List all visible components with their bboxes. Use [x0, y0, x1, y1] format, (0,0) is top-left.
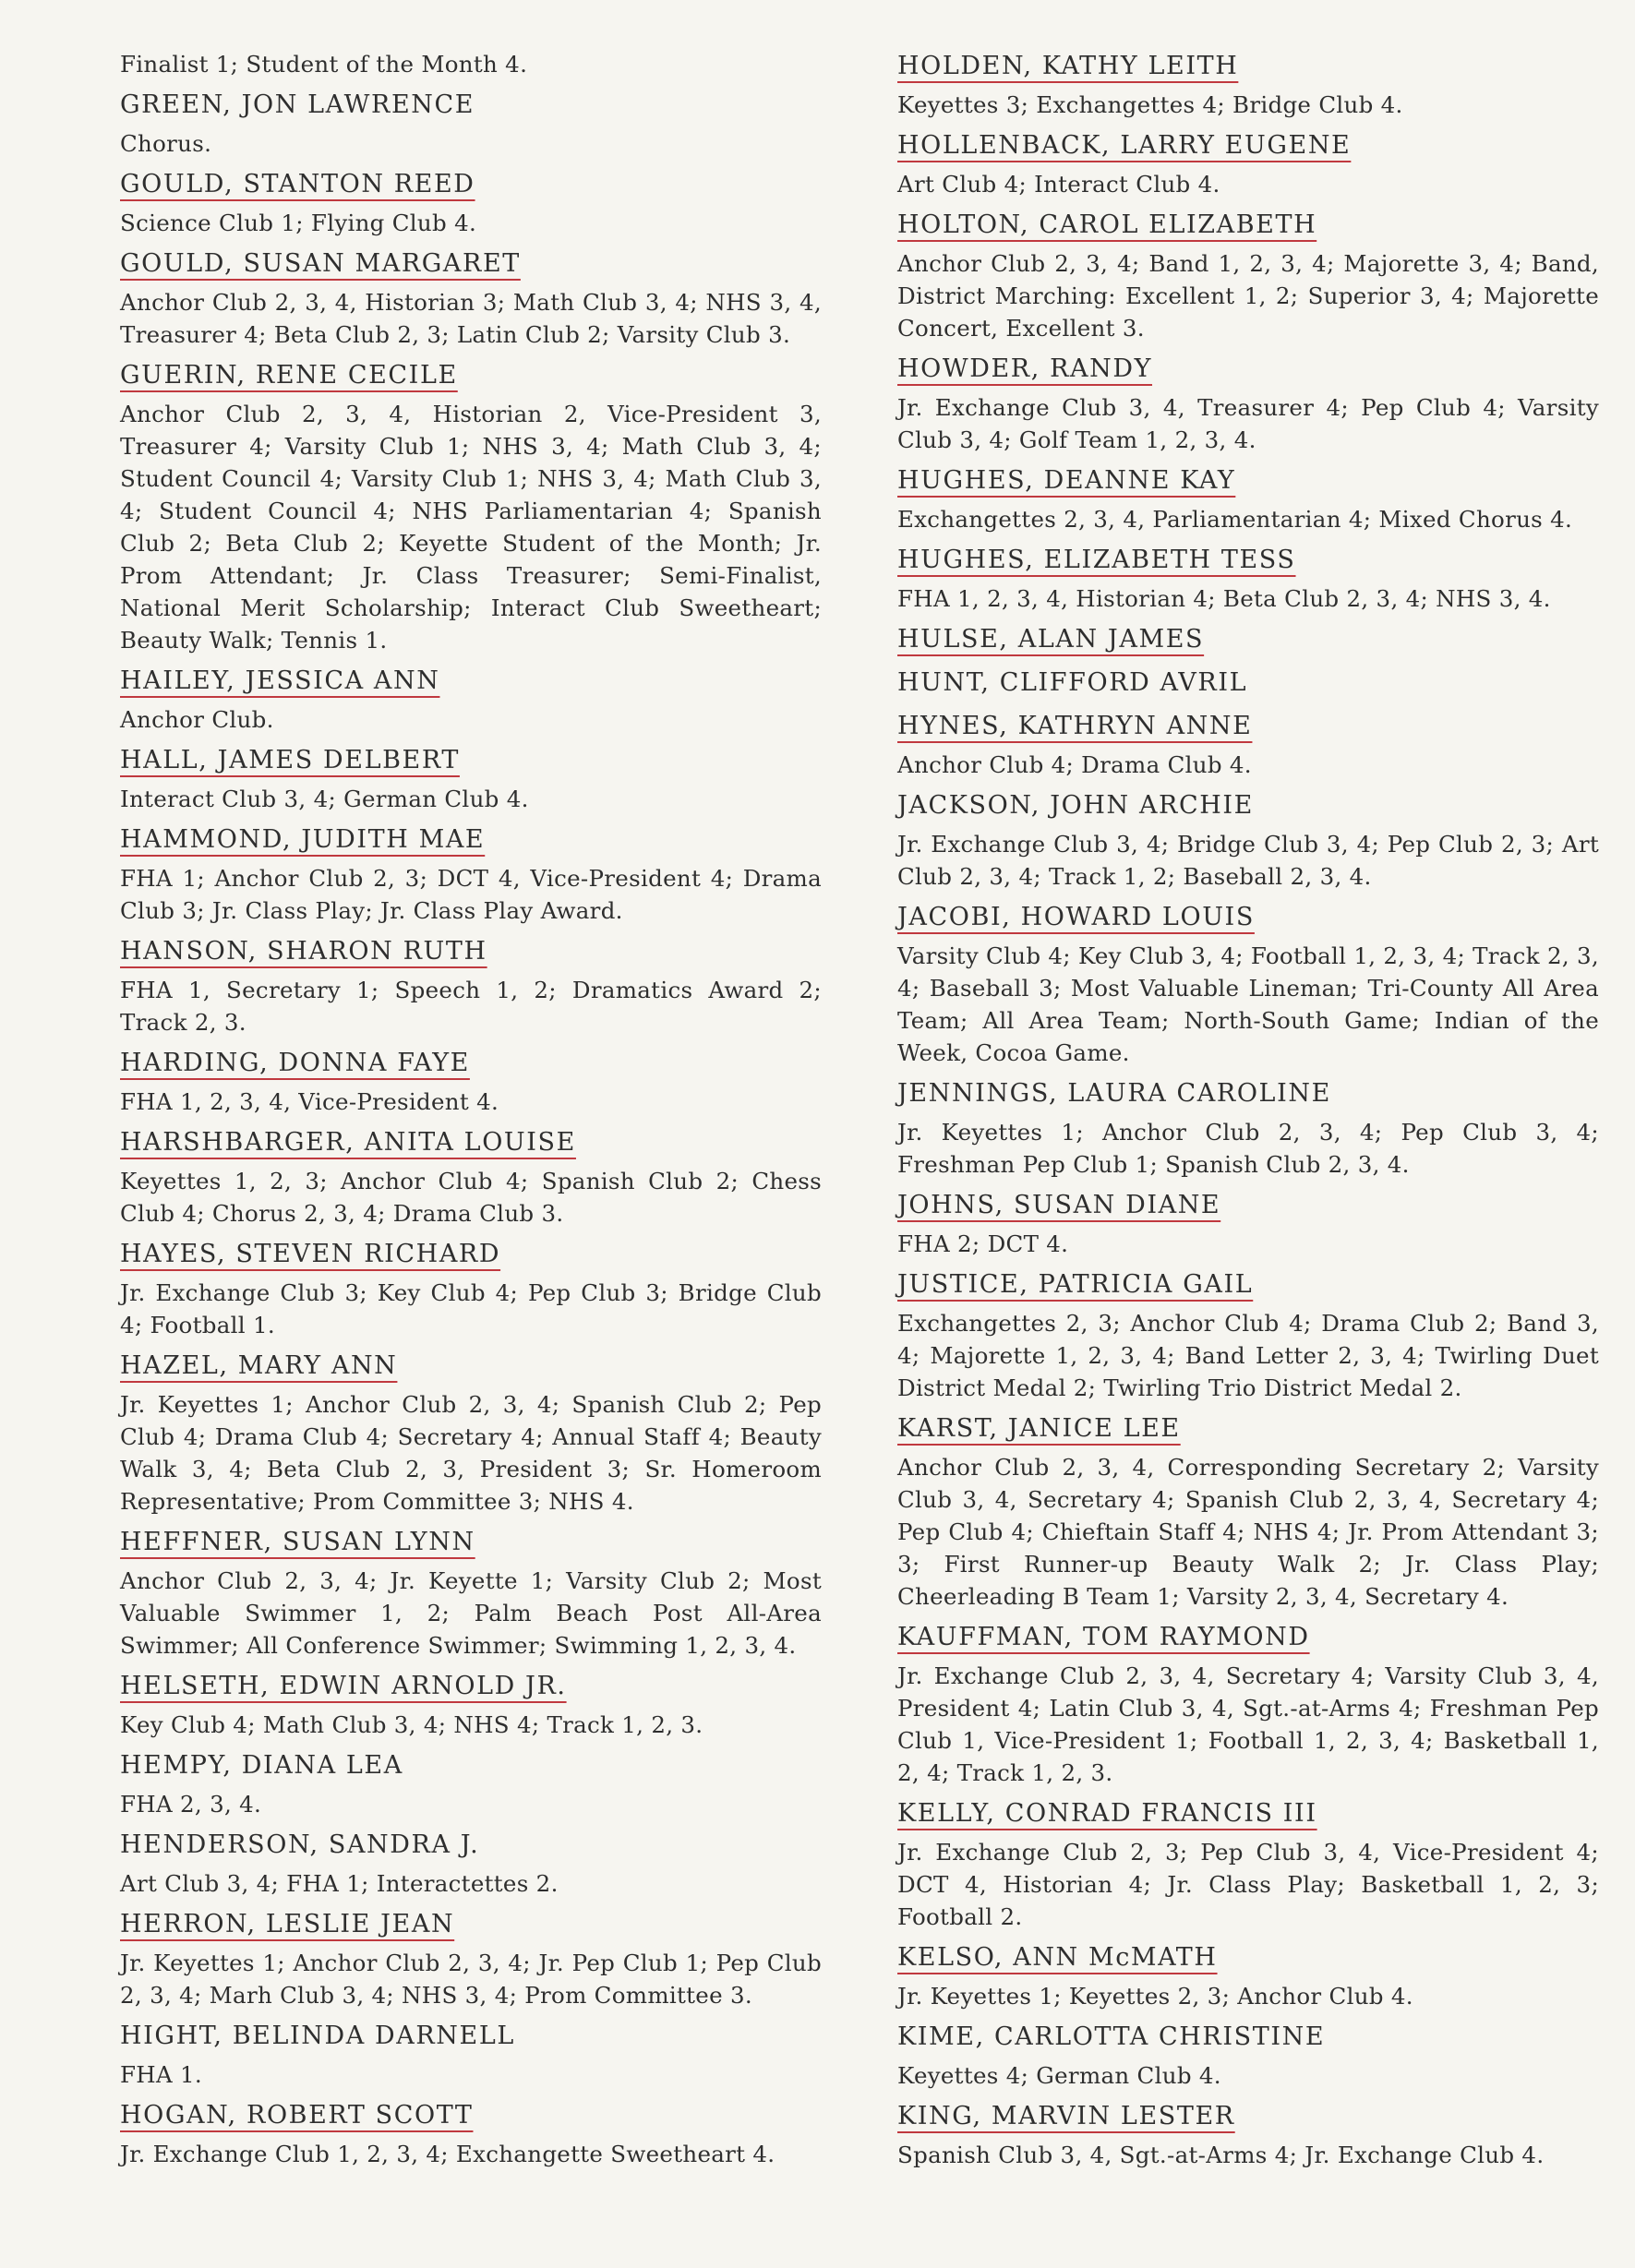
student-activities: Keyettes 3; Exchangettes 4; Bridge Club 4.: [897, 91, 1403, 118]
senior-entry: [120, 1524, 822, 1662]
student-name: JACOBI, HOWARD LOUIS: [897, 903, 1255, 931]
student-name: HOLLENBACK, LARRY EUGENE: [897, 131, 1352, 160]
student-activities: Jr. Exchange Club 3; Key Club 4; Pep Club 3; Bridge Club 4; Football 1.: [120, 1279, 822, 1338]
student-activities: Spanish Club 3, 4, Sgt.-at-Arms 4; Jr. Exchange Club 4.: [897, 2142, 1545, 2168]
student-name: HUGHES, ELIZABETH TESS: [897, 546, 1296, 574]
left-column: [120, 48, 822, 2177]
student-activities: FHA 2; DCT 4.: [897, 1230, 1069, 1257]
senior-entry: [897, 127, 1599, 200]
student-activities: Anchor Club 2, 3, 4, Historian 2, Vice-President 3, Treasurer 4; Varsity Club 1; NHS 3, 4; Math Club 3, 4; Student Council 4; Varsity Club 1; NHS 3, 4; Math Club 3, 4; Student Council 4; NHS Parliamentarian 4; Spanish Club 2; Beta Club 2; Keyette Student of the Month; Jr. Prom Attendant; Jr. Class Treasurer; Semi-Finalist, National Merit Scholarship; Interact Club Sweetheart; Beauty Walk; Tennis 1.: [120, 401, 822, 654]
student-name: HOGAN, ROBERT SCOTT: [120, 2101, 474, 2130]
senior-entry: [897, 787, 1599, 893]
student-activities: FHA 1, 2, 3, 4, Historian 4; Beta Club 2, 3, 4; NHS 3, 4.: [897, 585, 1551, 612]
senior-entry: [120, 1348, 822, 1518]
student-activities: Jr. Exchange Club 3, 4, Treasurer 4; Pep Club 4; Varsity Club 3, 4; Golf Team 1, 2, 3, 4.: [897, 394, 1599, 453]
student-activities: FHA 1; Anchor Club 2, 3; DCT 4, Vice-President 4; Drama Club 3; Jr. Class Play; Jr. Class Play Award.: [120, 865, 822, 924]
senior-entry: [897, 462, 1599, 535]
student-activities: Exchangettes 2, 3; Anchor Club 4; Drama Club 2; Band 3, 4; Majorette 1, 2, 3, 4; Band Letter 2, 3, 4; Twirling Duet District Medal 2; Twirling Trio District Medal 2.: [897, 1310, 1599, 1401]
student-activities: FHA 1.: [120, 2061, 203, 2088]
student-name: GUERIN, RENE CECILE: [120, 361, 458, 390]
student-name: KELSO, ANN McMATH: [897, 1943, 1218, 1972]
senior-entry: [120, 1747, 822, 1820]
student-name: HUGHES, DEANNE KAY: [897, 466, 1236, 495]
student-activities: Art Club 3, 4; FHA 1; Interactettes 2.: [120, 1870, 559, 1897]
student-name: HELSETH, EDWIN ARNOLD JR.: [120, 1672, 567, 1700]
student-activities: Key Club 4; Math Club 3, 4; NHS 4; Track 1, 2, 3.: [120, 1711, 703, 1738]
student-name: GOULD, STANTON REED: [120, 170, 475, 198]
senior-entry: [120, 1827, 822, 1900]
senior-entry: [897, 1410, 1599, 1613]
student-name: HAILEY, JESSICA ANN: [120, 666, 440, 695]
senior-entry: [897, 899, 1599, 1069]
student-activities: Jr. Exchange Club 3, 4; Bridge Club 3, 4; Pep Club 2, 3; Art Club 2, 3, 4; Track 1, 2; Baseball 2, 3, 4.: [897, 831, 1599, 890]
student-activities: Keyettes 4; German Club 4.: [897, 2062, 1221, 2089]
senior-entry: [897, 542, 1599, 615]
student-name: HIGHT, BELINDA DARNELL: [120, 2022, 515, 2050]
student-name: HULSE, ALAN JAMES: [897, 625, 1205, 654]
right-column: [897, 48, 1599, 2178]
student-name: HENDERSON, SANDRA J.: [120, 1830, 480, 1859]
senior-entry: [897, 1795, 1599, 1933]
senior-entry: [120, 166, 822, 239]
student-name: JENNINGS, LAURA CAROLINE: [897, 1079, 1331, 1108]
student-name: HEFFNER, SUSAN LYNN: [120, 1528, 475, 1556]
student-activities: Anchor Club 2, 3, 4; Band 1, 2, 3, 4; Majorette 3, 4; Band, District Marching: Excellent 1, 2; Superior 3, 4; Majorette Concert, Excellent 3.: [897, 250, 1599, 342]
senior-entry: [897, 207, 1599, 344]
student-activities: Jr. Exchange Club 2, 3; Pep Club 3, 4, Vice-President 4; DCT 4, Historian 4; Jr. Class Play; Basketball 1, 2, 3; Football 2.: [897, 1839, 1599, 1930]
senior-entry: [897, 2019, 1599, 2092]
student-name: GOULD, SUSAN MARGARET: [120, 249, 521, 278]
student-activities: Anchor Club 2, 3, 4, Historian 3; Math Club 3, 4; NHS 3, 4, Treasurer 4; Beta Club 2, 3; Latin Club 2; Varsity Club 3.: [120, 289, 822, 348]
senior-entry: [120, 1045, 822, 1118]
senior-entry: [120, 2097, 822, 2170]
student-name: KING, MARVIN LESTER: [897, 2102, 1235, 2130]
senior-entry: [120, 742, 822, 815]
student-activities: Jr. Keyettes 1; Anchor Club 2, 3, 4; Jr. Pep Club 1; Pep Club 2, 3, 4; Marh Club 3, 4; NHS 3, 4; Prom Committee 3.: [120, 1950, 822, 2009]
senior-entry: [897, 2098, 1599, 2171]
senior-entry: [120, 933, 822, 1038]
student-activities: Finalist 1; Student of the Month 4.: [120, 51, 528, 78]
student-name: JOHNS, SUSAN DIANE: [897, 1191, 1221, 1219]
senior-entry: [897, 1939, 1599, 2012]
student-activities: Anchor Club 2, 3, 4, Corresponding Secretary 2; Varsity Club 3, 4, Secretary 4; Spanish Club 2, 3, 4, Secretary 4; Pep Club 4; Chieftain Staff 4; NHS 4; Jr. Prom Attendant 3; 3; First Runner-up Beauty Walk 2; Jr. Class Play; Cheerleading B Team 1; Varsity 2, 3, 4, Secretary 4.: [897, 1454, 1599, 1610]
student-name: KARST, JANICE LEE: [897, 1414, 1181, 1443]
student-name: JACKSON, JOHN ARCHIE: [897, 791, 1254, 820]
student-activities: Anchor Club.: [120, 706, 274, 733]
senior-entry: [120, 87, 822, 160]
senior-entry: [897, 708, 1599, 781]
student-activities: Interact Club 3, 4; German Club 4.: [120, 786, 529, 812]
student-activities: Anchor Club 4; Drama Club 4.: [897, 751, 1252, 778]
senior-entry: [120, 1668, 822, 1741]
student-name: HOLDEN, KATHY LEITH: [897, 52, 1239, 80]
student-activities: Varsity Club 4; Key Club 3, 4; Football 1, 2, 3, 4; Track 2, 3, 4; Baseball 3; Most Valuable Lineman; Tri-County All Area Team; All Area Team; North-South Game; Indian of the Week, Cocoa Game.: [897, 942, 1599, 1066]
student-name: HAYES, STEVEN RICHARD: [120, 1240, 501, 1268]
student-name: HOWDER, RANDY: [897, 354, 1153, 383]
senior-entry: [120, 48, 822, 80]
senior-entry: [897, 48, 1599, 121]
student-activities: FHA 1, 2, 3, 4, Vice-President 4.: [120, 1088, 499, 1115]
student-activities: Jr. Exchange Club 1, 2, 3, 4; Exchangette Sweetheart 4.: [120, 2141, 775, 2167]
student-name: HEMPY, DIANA LEA: [120, 1751, 403, 1780]
student-activities: Jr. Exchange Club 2, 3, 4, Secretary 4; Varsity Club 3, 4, President 4; Latin Club 3, 4, Sgt.-at-Arms 4; Freshman Pep Club 1, Vice-President 1; Football 1, 2, 3, 4; Basketball 1, 2, 4; Track 1, 2, 3.: [897, 1662, 1599, 1786]
student-name: HUNT, CLIFFORD AVRIL: [897, 668, 1248, 697]
senior-entry: [897, 1619, 1599, 1789]
student-name: HAMMOND, JUDITH MAE: [120, 825, 486, 854]
senior-entry: [120, 1124, 822, 1230]
student-activities: FHA 2, 3, 4.: [120, 1791, 262, 1818]
student-name: HARDING, DONNA FAYE: [120, 1049, 470, 1077]
student-activities: Art Club 4; Interact Club 4.: [897, 171, 1220, 198]
student-name: KAUFFMAN, TOM RAYMOND: [897, 1623, 1310, 1651]
student-activities: Science Club 1; Flying Club 4.: [120, 210, 477, 236]
student-activities: FHA 1, Secretary 1; Speech 1, 2; Dramatics Award 2; Track 2, 3.: [120, 977, 822, 1036]
student-name: HARSHBARGER, ANITA LOUISE: [120, 1128, 576, 1157]
senior-entry: [120, 663, 822, 736]
senior-entry: [120, 822, 822, 927]
student-name: JUSTICE, PATRICIA GAIL: [897, 1270, 1254, 1299]
senior-entry: [120, 2018, 822, 2091]
student-name: HYNES, KATHRYN ANNE: [897, 712, 1253, 740]
student-name: HALL, JAMES DELBERT: [120, 746, 460, 774]
student-name: HAZEL, MARY ANN: [120, 1351, 398, 1380]
student-activities: Jr. Keyettes 1; Anchor Club 2, 3, 4; Pep Club 3, 4; Freshman Pep Club 1; Spanish Club 2, 3, 4.: [897, 1119, 1599, 1178]
student-name: GREEN, JON LAWRENCE: [120, 90, 475, 119]
senior-entry: [897, 1075, 1599, 1181]
student-activities: Jr. Keyettes 1; Keyettes 2, 3; Anchor Club 4.: [897, 1983, 1413, 2010]
student-name: KELLY, CONRAD FRANCIS III: [897, 1799, 1317, 1828]
senior-entry: [897, 621, 1599, 658]
senior-entry: [120, 357, 822, 656]
student-name: KIME, CARLOTTA CHRISTINE: [897, 2022, 1326, 2051]
student-activities: Anchor Club 2, 3, 4; Jr. Keyette 1; Varsity Club 2; Most Valuable Swimmer 1, 2; Palm Beach Post All-Area Swimmer; All Conference Swimmer; Swimming 1, 2, 3, 4.: [120, 1567, 822, 1659]
senior-entry: [120, 1906, 822, 2011]
senior-entry: [120, 1236, 822, 1341]
senior-entry: [897, 1187, 1599, 1260]
student-name: HANSON, SHARON RUTH: [120, 937, 487, 966]
student-activities: Exchangettes 2, 3, 4, Parliamentarian 4; Mixed Chorus 4.: [897, 506, 1573, 533]
senior-entry: [897, 351, 1599, 456]
student-name: HERRON, LESLIE JEAN: [120, 1910, 455, 1938]
senior-entry: [897, 1266, 1599, 1404]
student-activities: Keyettes 1, 2, 3; Anchor Club 4; Spanish Club 2; Chess Club 4; Chorus 2, 3, 4; Drama Club 3.: [120, 1168, 822, 1227]
student-activities: Jr. Keyettes 1; Anchor Club 2, 3, 4; Spanish Club 2; Pep Club 4; Drama Club 4; Secretary 4; Annual Staff 4; Beauty Walk 3, 4; Beta Club 2, 3, President 3; Sr. Homeroom Representative; Prom Committee 3; NHS 4.: [120, 1391, 822, 1515]
senior-entry: [897, 665, 1599, 702]
senior-entry: [120, 246, 822, 351]
student-activities: Chorus.: [120, 130, 212, 157]
student-name: HOLTON, CAROL ELIZABETH: [897, 210, 1317, 239]
